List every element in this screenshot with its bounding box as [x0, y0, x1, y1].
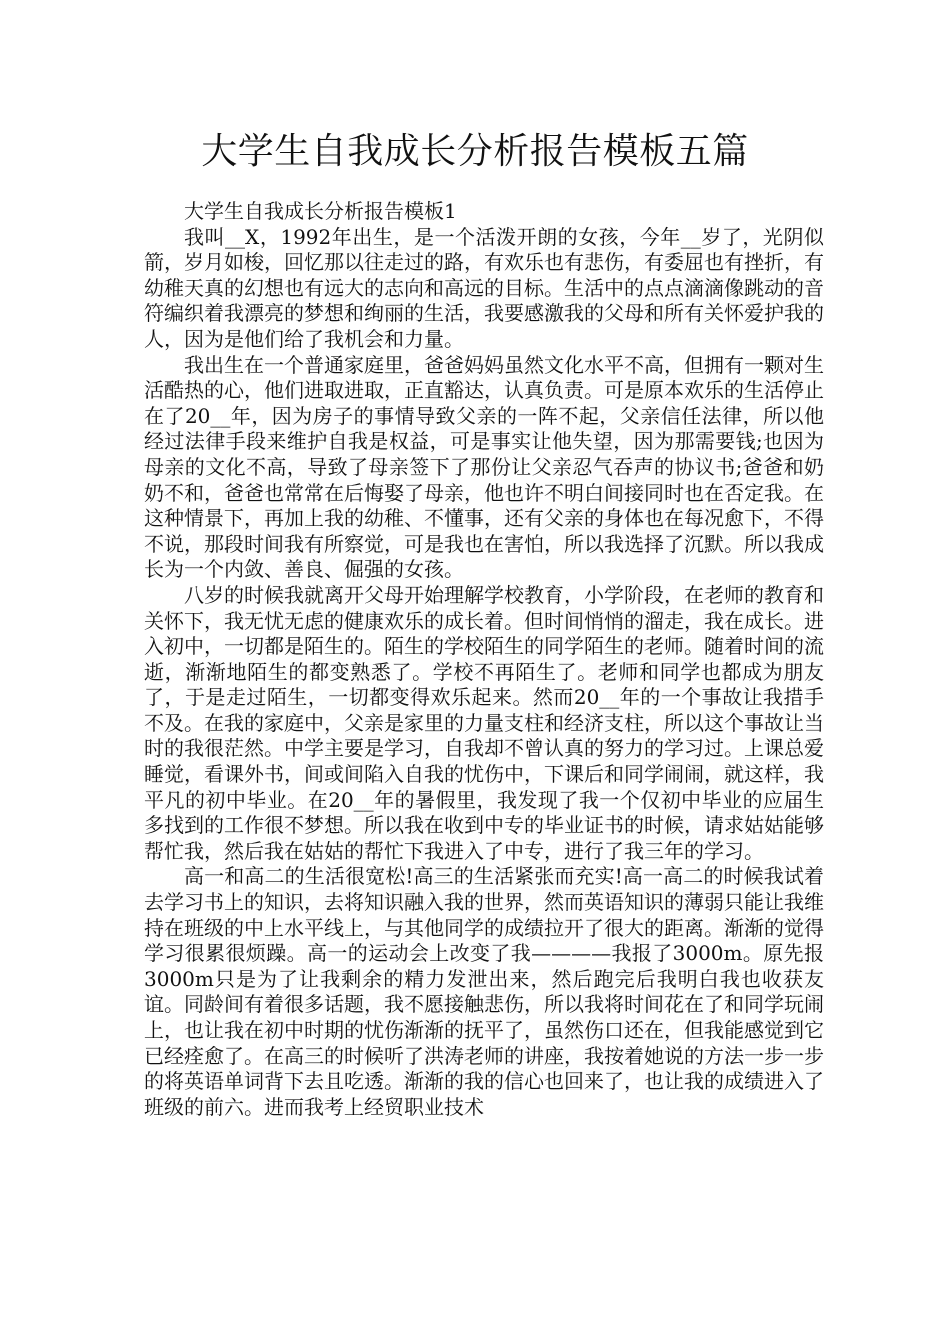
body-paragraph: 八岁的时候我就离开父母开始理解学校教育，小学阶段，在老师的教育和关怀下，我无忧无虑的健康欢乐的成长着。但时间悄悄的溜走，我在成长。进入初中，一切都是陌生的。陌生的学校陌生的同学陌生的老师。随着时间的流逝，渐渐地陌生的都变熟悉了。学校不再陌生了。老师和同学也都成为朋友了，于是走过陌生，一切都变得欢乐起来。然而20__年的一个事故让我措手不及。在我的家庭中，父亲是家里的力量支柱和经济支柱，所以这个事故让当时的我很茫然。中学主要是学习，自我却不曾认真的努力的学习过。上课总爱睡觉，看课外书，间或间陷入自我的忧伤中，下课后和同学闹闹，就这样，我平凡的初中毕业。在20__年的暑假里，我发现了我一个仅初中毕业的应届生多找到的工作很不梦想。所以我在收到中专的毕业证书的时候，请求姑姑能够帮忙我，然后我在姑姑的帮忙下我进入了中专，进行了我三年的学习。 [144, 582, 824, 863]
body-paragraph: 我叫__X，1992年出生，是一个活泼开朗的女孩，今年__岁了，光阴似箭，岁月如梭，回忆那以往走过的路，有欢乐也有悲伤，有委屈也有挫折，有幼稚天真的幻想也有远大的志向和高远的目标。生活中的点点滴滴像跳动的音符编织着我漂亮的梦想和绚丽的生活，我要感激我的父母和所有关怀爱护我的人，因为是他们给了我机会和力量。 [144, 224, 824, 351]
body-paragraph: 高一和高二的生活很宽松!高三的生活紧张而充实!高一高二的时候我试着去学习书上的知识，去将知识融入我的世界，然而英语知识的薄弱只能让我维持在班级的中上水平线上，与其他同学的成绩拉开了很大的距离。渐渐的觉得学习很累很烦躁。高一的运动会上改变了我————我报了3000m。原先报3000m只是为了让我剩余的精力发泄出来，然后跑完后我明白我也收获友谊。同龄间有着很多话题，我不愿接触悲伤，所以我将时间花在了和同学玩闹上，也让我在初中时期的忧伤渐渐的抚平了，虽然伤口还在，但我能感觉到它已经痊愈了。在高三的时候听了洪涛老师的讲座，我按着她说的方法一步一步的将英语单词背下去且吃透。渐渐的我的信心也回来了，也让我的成绩进入了班级的前六。进而我考上经贸职业技术 [144, 864, 824, 1119]
body-paragraph: 我出生在一个普通家庭里，爸爸妈妈虽然文化水平不高，但拥有一颗对生活酷热的心，他们进取进取，正直豁达，认真负责。可是原本欢乐的生活停止在了20__年，因为房子的事情导致父亲的一阵不起，父亲信任法律，所以他经过法律手段来维护自我是权益，可是事实让他失望，因为那需要钱;也因为母亲的文化不高，导致了母亲签下了那份让父亲忍气吞声的协议书;爸爸和奶奶不和，爸爸也常常在后悔娶了母亲，他也许不明白间接同时也在否定我。在这种情景下，再加上我的幼稚、不懂事，还有父亲的身体也在每况愈下，不得不说，那段时间我有所察觉，可是我也在害怕，所以我选择了沉默。所以我成长为一个内敛、善良、倔强的女孩。 [144, 352, 824, 582]
document-body [144, 199, 824, 1120]
document-title: 大学生自我成长分析报告模板五篇 [201, 131, 749, 172]
section-heading: 大学生自我成长分析报告模板1 [184, 199, 457, 223]
